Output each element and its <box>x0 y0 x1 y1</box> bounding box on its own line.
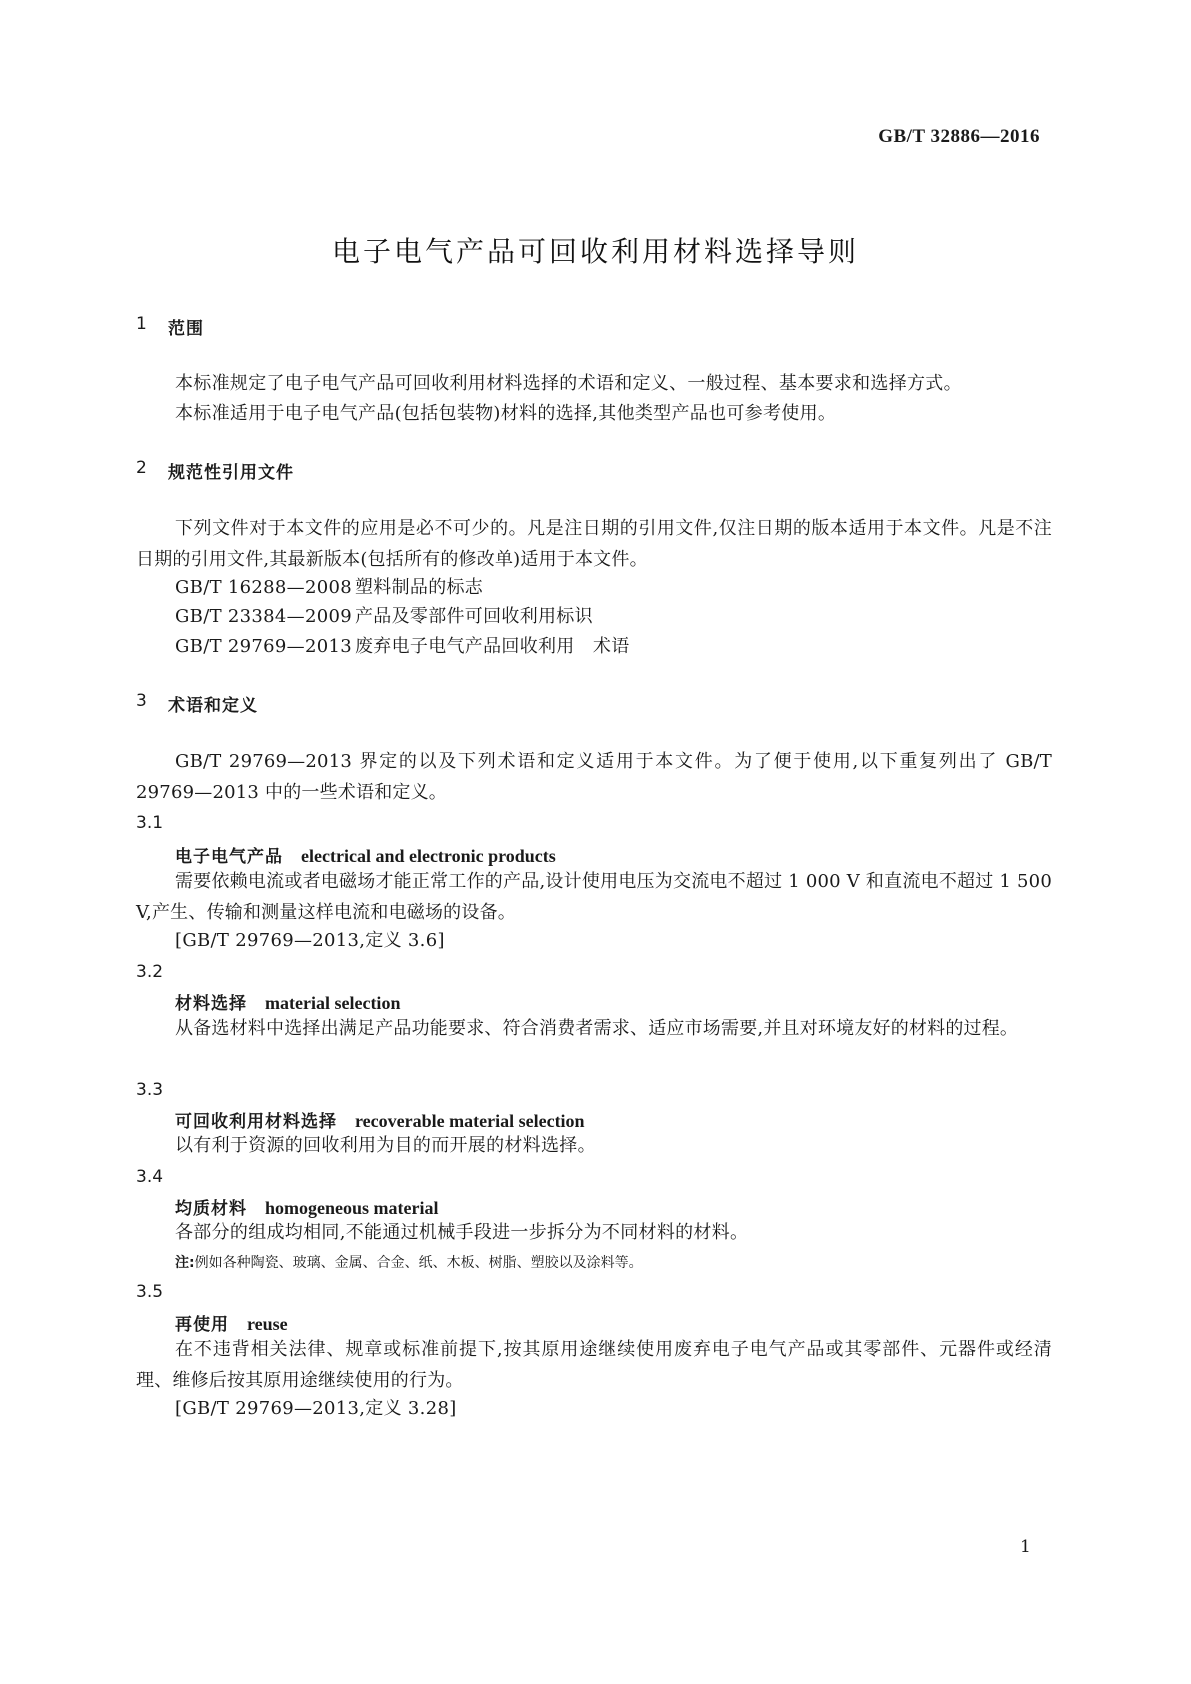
terms-intro: GB/T 29769—2013 界定的以及下列术语和定义适用于本文件。为了便于使用,以下重复列出了 GB/T 29769—2013 中的一些术语和定义。 <box>136 751 1052 803</box>
term-number: 3.1 <box>136 813 164 833</box>
term-zh: 均质材料 <box>175 1199 247 1219</box>
term-en: homogeneous material <box>265 1198 439 1218</box>
term-heading <box>175 1107 585 1132</box>
section-number: 2 <box>136 458 147 478</box>
term-number: 3.3 <box>136 1080 164 1100</box>
reference-item <box>175 573 483 603</box>
term-number: 3.4 <box>136 1167 164 1187</box>
page-number: 1 <box>1020 1537 1031 1557</box>
normative-references-intro: 下列文件对于本文件的应用是必不可少的。凡是注日期的引用文件,仅注日期的版本适用于本文件。凡是不注日期的引用文件,其最新版本(包括所有的修改单)适用于本文件。 <box>136 518 1052 570</box>
term-definition: 从备选材料中选择出满足产品功能要求、符合消费者需求、适应市场需要,并且对环境友好的材料的过程。 <box>175 1018 1019 1039</box>
section-title: 规范性引用文件 <box>168 463 294 483</box>
standard-code: GB/T 32886—2016 <box>878 126 1040 147</box>
section-title: 范围 <box>168 319 204 339</box>
term-heading <box>175 989 400 1014</box>
term-definition: 需要依赖电流或者电磁场才能正常工作的产品,设计使用电压为交流电不超过 1 000 V 和直流电不超过 1 500 V,产生、传输和测量这样电流和电磁场的设备。 <box>136 871 1052 923</box>
term-zh: 可回收利用材料选择 <box>175 1112 337 1132</box>
note-text: 例如各种陶瓷、玻璃、金属、合金、纸、木板、树脂、塑胶以及涂料等。 <box>194 1255 643 1271</box>
reference-code: GB/T 29769—2013 <box>175 636 352 657</box>
scope-paragraph-2: 本标准适用于电子电气产品(包括包装物)材料的选择,其他类型产品也可参考使用。 <box>175 403 837 424</box>
term-en: material selection <box>265 993 401 1013</box>
term-en: electrical and electronic products <box>301 846 556 866</box>
term-definition: 在不违背相关法律、规章或标准前提下,按其原用途继续使用废弃电子电气产品或其零部件、元器件或经清理、维修后按其原用途继续使用的行为。 <box>136 1339 1052 1391</box>
reference-item <box>175 602 593 632</box>
term-source: [GB/T 29769—2013,定义 3.28] <box>175 1398 457 1419</box>
scope-paragraph-1: 本标准规定了电子电气产品可回收利用材料选择的术语和定义、一般过程、基本要求和选择方式。 <box>175 373 962 394</box>
term-zh: 再使用 <box>175 1315 229 1335</box>
term-heading <box>175 842 556 867</box>
reference-title: 塑料制品的标志 <box>355 577 484 598</box>
term-definition: 各部分的组成均相同,不能通过机械手段进一步拆分为不同材料的材料。 <box>175 1222 749 1243</box>
term-heading <box>175 1194 438 1219</box>
section-title: 术语和定义 <box>168 696 258 716</box>
term-en: recoverable material selection <box>355 1111 585 1131</box>
document-title: 电子电气产品可回收利用材料选择导则 <box>331 235 859 268</box>
reference-code: GB/T 23384—2009 <box>175 606 352 627</box>
reference-item <box>175 632 630 662</box>
term-zh: 电子电气产品 <box>175 847 283 867</box>
term-en: reuse <box>247 1314 288 1334</box>
term-source: [GB/T 29769—2013,定义 3.6] <box>175 930 445 951</box>
term-number: 3.2 <box>136 962 164 982</box>
section-number: 3 <box>136 691 147 711</box>
note-label: 注: <box>175 1255 195 1271</box>
section-number: 1 <box>136 314 147 334</box>
term-zh: 材料选择 <box>175 994 247 1014</box>
reference-code: GB/T 16288—2008 <box>175 577 352 598</box>
reference-title: 废弃电子电气产品回收利用 术语 <box>355 636 630 657</box>
term-definition: 以有利于资源的回收利用为目的而开展的材料选择。 <box>175 1135 596 1156</box>
term-heading <box>175 1310 288 1335</box>
term-note <box>175 1252 643 1272</box>
term-number: 3.5 <box>136 1282 164 1302</box>
reference-title: 产品及零部件可回收利用标识 <box>355 606 593 627</box>
